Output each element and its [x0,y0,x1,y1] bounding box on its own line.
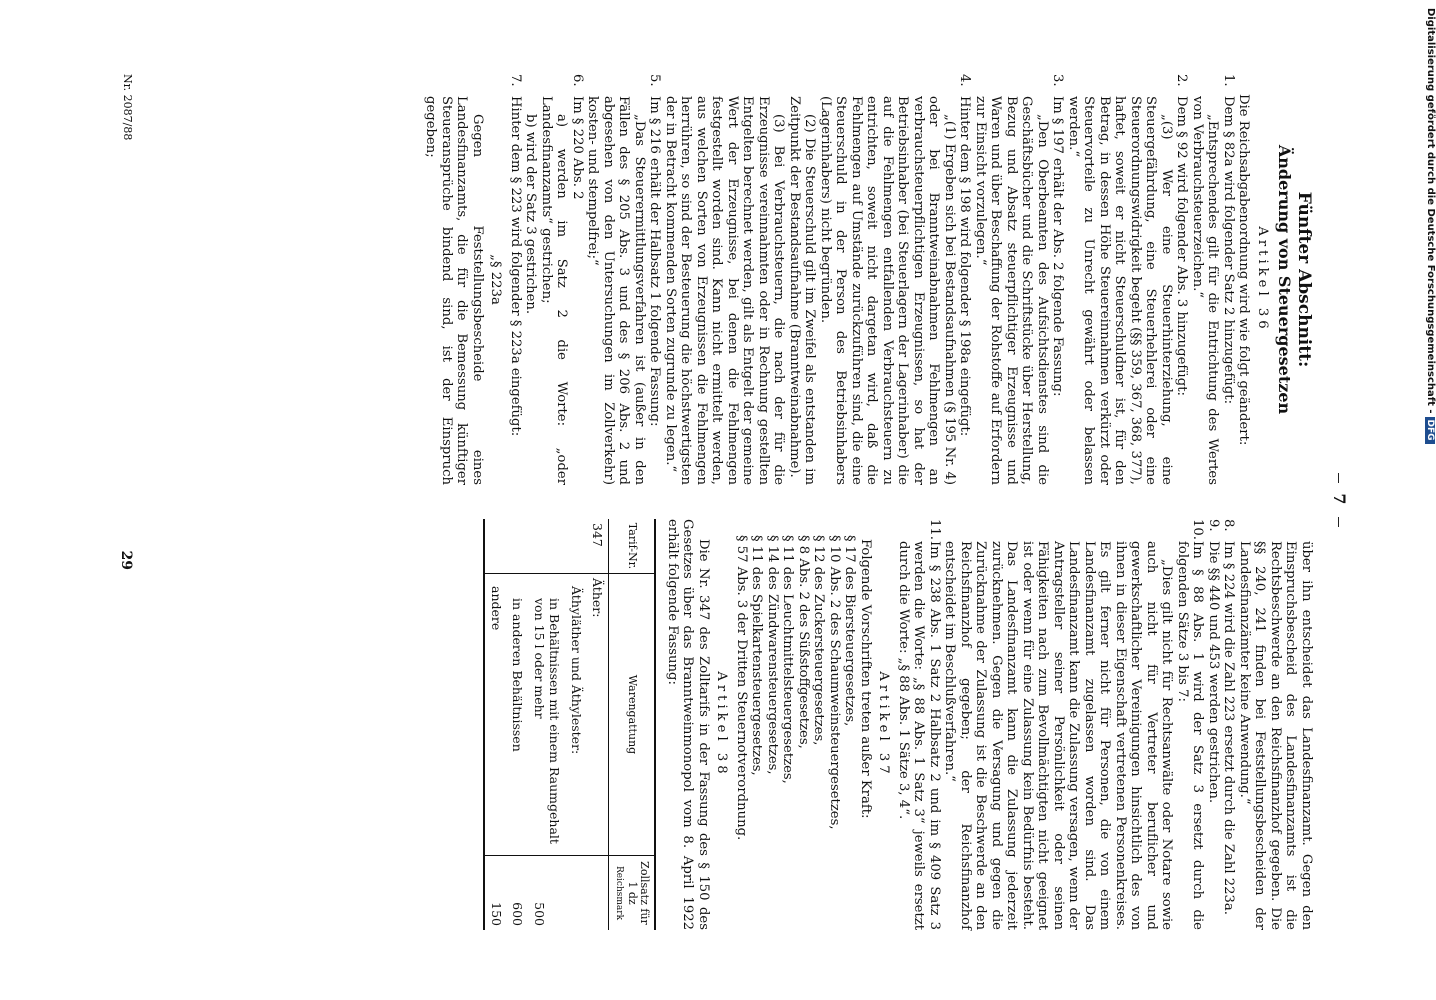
item-number: 7. [508,74,523,87]
list-item [1175,519,1206,930]
quoted-text: „(1) Ergeben sich bei Bestandsaufnahmen (§ 195 Nr. 4) oder bei Branntweinabnahmen Fehlmengen an verbrauchsteuerpflichtigen Erzeugnissen, so hat der Betriebsinhaber (bei Steuerlagern der Lagerinhaber) die auf die Fehlmengen entfallenden Verbrauchsteuern zu entrichten, soweit nicht dargetan wird, daß die Fehlmengen auf Umstände zurückzuführen sind, die eine Steuerschuld in der Person des Betriebsinhabers (Lagerinhabers) nicht begründen. [818,96,957,485]
sub-item: a) werden im Satz 2 die Worte: „oder Landesfinanzamts“ gestrichen; [539,96,570,485]
item-text: Im § 224 wird die Zahl 223 ersetzt durch die Zahl 223a. [1221,541,1237,915]
table-header-unit: Reichsmark [614,865,625,921]
item-number: 11. [927,519,942,540]
sub-item: b) wird der Satz 3 gestrichen. [523,114,539,315]
list-item: § 8 Abs. 2 des Süßstoffgesetzes, [796,535,811,749]
table-row [507,519,529,930]
page-number: 7 [1332,0,1348,1000]
list-item: § 12 des Zuckersteuergesetzes, [811,535,827,746]
article-37-heading: Artikel 37 [876,671,892,778]
item-text: Im § 216 erhält der Halbsatz 1 folgende Fassung: [647,96,663,427]
list-item: § 17 des Biersteuergesetzes, [842,535,858,727]
quoted-text: (3) Bei Verbrauchsteuern, die nach der für die Erzeugnisse vereinnahmten oder in Rechnung gestellten Entgelten berechnet werden, gilt als Entgelt der gemeine Wert der Erzeugnisse, bei denen die Fehlmengen festgestellt worden sind. Kann nicht ermittelt werden, aus welchen Sorten von Erzeugnissen die Fehlmengen herrühren, so sind der Besteuerung die höchstwertigsten der in Betracht kommenden Sorten zugrunde zu legen.“ [663,96,787,485]
print-number: Nr. 2087/88 [121,74,135,141]
quoted-text: „(3) Wer eine Steuerhinterziehung, eine Steuergefährdung, eine Steuerhehlerei oder eine Steuerordnungswidrigkeit begeht (§§ 359, 367, 368, 377), haftet, soweit er nicht Steuerschuldner ist, für den Betrag, in dessen Höhe Steuereinnahmen verkürzt oder Steuervorteile zu Unrecht gewährt oder belassen werden.“ [1066,96,1174,485]
table-row [485,519,508,930]
tariff-table [484,519,657,930]
table-cell: Äther: [587,574,609,856]
item-number: 8. [1221,519,1237,532]
section-title: Fünfter Abschnitt: [1294,191,1314,368]
article-38-heading: Artikel 38 [714,671,730,778]
list-item [508,74,524,485]
list-item [957,74,973,485]
digitization-credit [1425,8,1436,444]
sheet-signature: 29 [118,550,135,570]
art38-intro: Die Nr. 347 des Zolltarifs in der Fassung des § 150 des Gesetzes über das Branntweinmonopol vom 8. April 1922 erhält folgende Fassung: [665,519,711,930]
list-item [647,74,663,485]
quoted-text: Gegen Feststellungsbescheide eines Landesfinanzamts, die für die Bemessung künftiger Steueransprüche bindend sind, ist der Einspruch gegeben; [423,96,485,485]
list-item [1174,74,1190,485]
quoted-text: über ihn entscheidet das Landesfinanzamt. Gegen den Einspruchsbescheid des Landesfinanzamts ist die Rechtsbeschwerde an den Reichsfinanzhof gegeben. Die §§ 240, 241 finden bei Feststellungsbescheiden der Landesfinanzämter keine Anwendung.“ [1237,541,1314,930]
table-cell [587,856,609,931]
item-number: 6. [570,74,585,87]
table-cell: 500 [529,856,566,931]
item-number: 9. [1206,519,1221,532]
quoted-text: „Den Oberbeamten des Aufsichtsdienstes sind die Geschäftsbücher und die Schriftstücke über Herstellung, Bezug und Absatz steuerpflichtiger Erzeugnisse und Waren und über Beschaffung der Rohstoffe auf Erfordern zur Einsicht vorzulegen.“ [973,96,1050,485]
dfg-logo: DFG [1425,417,1435,444]
section-subtitle: Änderung von Steuergesetzen [1275,144,1294,415]
art36-intro: Die Reichsabgabenordnung wird wie folgt geändert: [1236,94,1252,446]
table-cell: 150 [485,856,508,931]
table-cell [566,856,588,931]
list-item [1221,519,1237,930]
credit-text: Digitalisierung gefördert durch die Deutsche Forschungsgemeinschaft - [1425,8,1436,414]
table-cell: 347 [590,523,606,547]
list-item: § 57 Abs. 3 der Dritten Steuernotverordnung. [734,535,749,841]
article-36-heading: Artikel 36 [1255,226,1270,333]
table-cell [566,519,588,574]
item-number: 3. [1050,74,1066,87]
item-text: Im § 238 Abs. 1 Satz 2 Halbsatz 2 und im § 409 Satz 3 werden die Worte: „§ 88 Abs. 1 Satz 3“ jeweils ersetzt durch die Worte: „§ 88 Abs. 1 Sätze 3, 4“. [896,541,942,930]
quoted-text: „Das Steuerermittlungsverfahren ist (außer in den Fällen des § 205 Abs. 3 und des § 206 Abs. 2 und abgesehen von den Untersuchungen im Zollverkehr) kosten- und stempelfrei;“ [585,96,647,485]
art37-intro: Folgende Vorschriften treten außer Kraft: [858,539,873,819]
list-item: § 11 des Spielkartensteuergesetzes, [749,535,765,776]
table-row [587,519,609,930]
list-item [896,519,943,930]
table-cell [507,519,529,574]
list-item: § 14 des Zündwarensteuergesetzes, [765,535,780,775]
item-text: Im § 197 erhält der Abs. 2 folgende Fassung: [1050,96,1066,397]
item-number: 4. [957,74,973,87]
document-page [22,0,1362,1000]
list-item: § 10 Abs. 2 des Schaumweinsteuergesetzes, [827,535,842,830]
item-text: Im § 88 Abs. 1 wird der Satz 3 ersetzt durch die folgenden Sätze 3 bis 7: [1175,541,1206,930]
list-item [1050,74,1066,485]
item-text: Hinter dem § 198 wird folgender § 198a eingefügt: [957,96,973,437]
table-header: Warengattung [609,574,656,856]
item-text: Hinter dem § 223 wird folgender § 223a eingefügt: [508,96,523,437]
table-cell: andere [485,574,508,856]
table-header [609,856,656,931]
quoted-text: (2) Die Steuerschuld gilt im Zweifel als entstanden im Zeitpunkt der Bestandsaufnahme (Branntweinabnahme). [787,96,818,485]
item-number: 10. [1190,519,1206,540]
table-header-label: Zollsatz für 1 dz [626,861,652,925]
quoted-text: „Dies gilt nicht für Rechtsanwälte oder Notare sowie auch nicht für Vertreter beruflicher und gewerkschaftlicher Vereinigungen hinsichtlich des von ihnen in dieser Eigenschaft vertretenen Personenkreises. Es gilt ferner nicht für Personen, die von einem Landesfinanzamt zugelassen worden sind. Das Landesfinanzamt kann die Zulassung versagen, wenn der Antragsteller seiner Persönlichkeit oder seinen Fähigkeiten nach zum Bevollmächtigten nicht geeignet ist oder wenn für eine Zulassung kein Bedürfnis besteht. Das Landesfinanzamt kann die Zulassung jederzeit zurücknehmen. Gegen die Versagung und gegen die Zurücknahme der Zulassung ist die Beschwerde an den Reichsfinanzhof gegeben; der Reichsfinanzhof entscheidet im Beschlußverfahren.“ [942,541,1175,930]
list-item [570,74,586,485]
quoted-text: „Entsprechendes gilt für die Entrichtung des Wertes von Verbrauchsteuerzeichen.“ [1190,96,1221,485]
item-number: 5. [647,74,663,87]
table-cell: Äthyläther und Äthylester: [566,574,588,856]
table-row [566,519,588,930]
table-header: Tarif-Nr. [609,519,656,574]
item-number: 1. [1221,74,1236,87]
item-text: Die §§ 440 und 453 werden gestrichen. [1206,541,1221,804]
table-cell: 600 [507,856,529,931]
right-column [144,519,1314,930]
item-text: Dem § 92 wird folgender Abs. 3 hinzugefügt: [1174,96,1190,396]
item-text: Im § 220 Abs. 2 [570,96,585,200]
table-row [529,519,566,930]
paragraph-heading: „§ 223a [488,254,504,305]
repeal-list [734,519,858,930]
left-column [144,74,1314,485]
item-text: Dem § 82a wird folgender Satz 2 hinzugefügt: [1221,96,1236,405]
table-cell: in anderen Behältnissen [507,574,529,856]
list-item [1206,519,1222,930]
table-cell [529,519,566,574]
list-item: § 11 des Leuchtmittelsteuergesetzes, [780,535,796,784]
list-item [1221,74,1237,485]
table-cell [485,519,508,574]
table-cell: in Behältnissen mit einem Raumgehalt von 15 l oder mehr [529,574,566,856]
item-number: 2. [1174,74,1190,87]
